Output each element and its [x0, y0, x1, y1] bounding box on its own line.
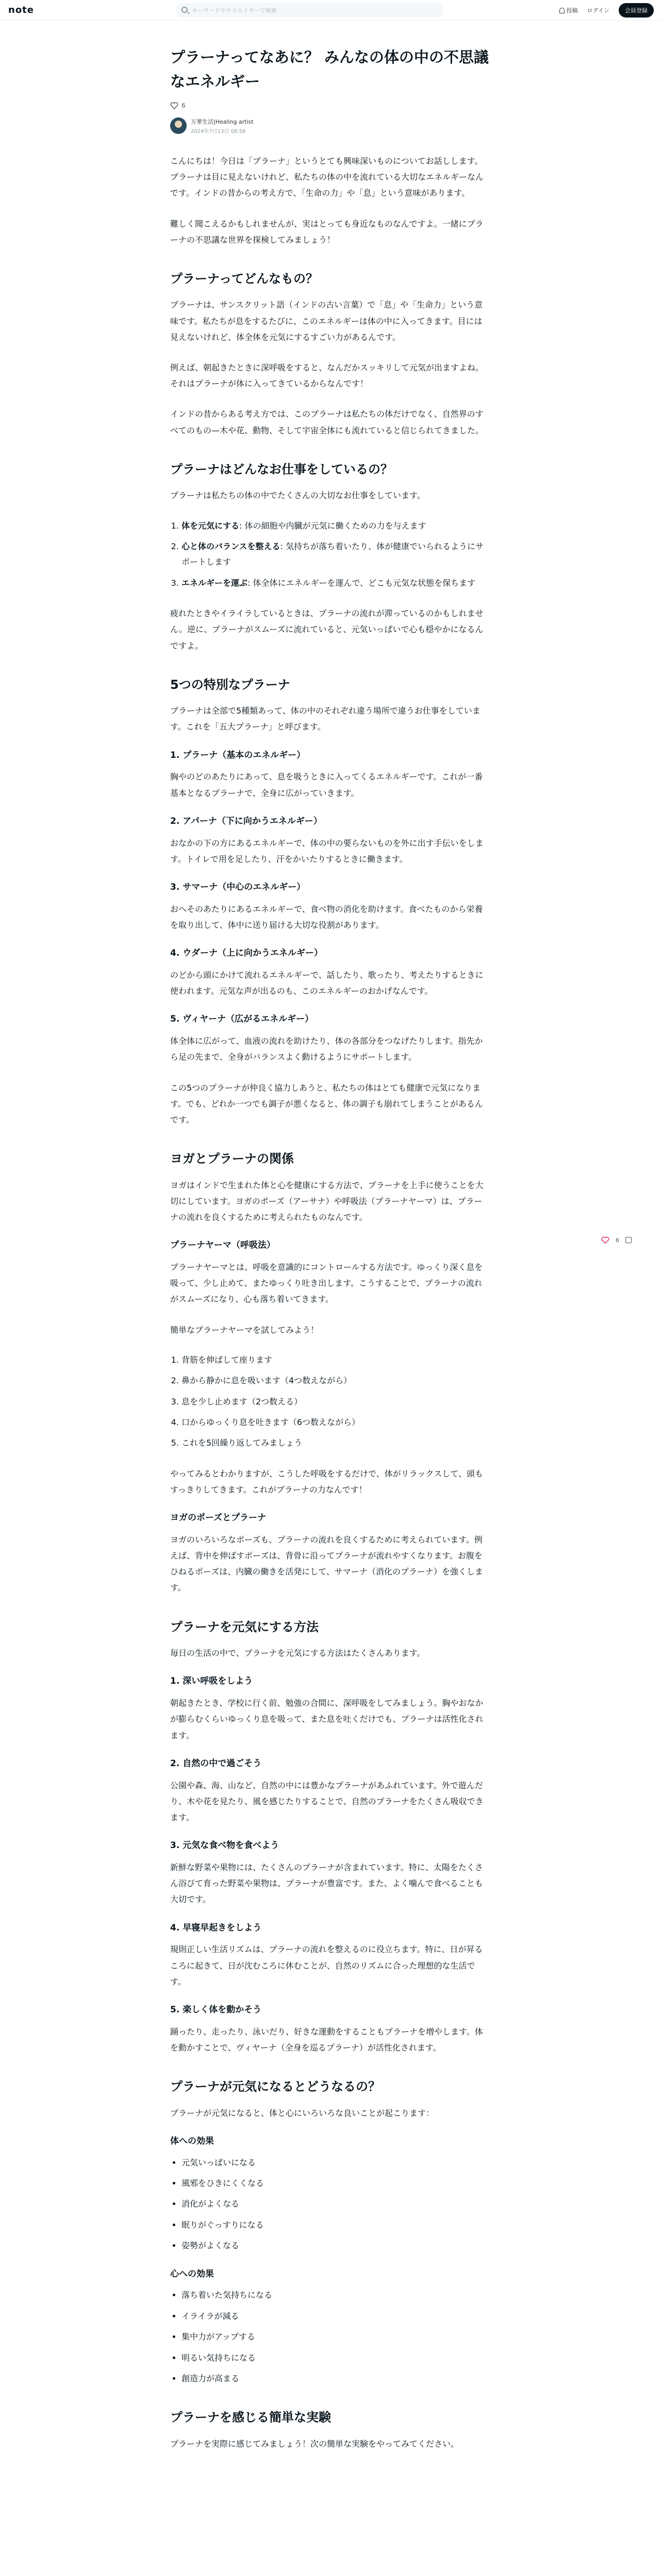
list-item: 1. 体を元気にする: 体の細胞や内臓が元気に働くための力を与えます	[181, 518, 490, 534]
sub-heading: 5. ヴィヤーナ（広がるエネルギー）	[170, 1014, 314, 1025]
section-heading: ヨガとプラーナの関係	[170, 1151, 294, 1166]
author-info	[170, 117, 490, 134]
sub-heading: 1. プラーナ（基本のエネルギー）	[170, 750, 306, 760]
paragraph: 例えば、朝起きたときに深呼吸をすると、なんだかスッキリして元気が出ますよね。それはプラーナが体に入ってきているからなんです！	[170, 363, 484, 389]
list-item: • 明るい気持ちになる	[181, 2350, 490, 2366]
article-body	[170, 45, 490, 2466]
top-navigation-bar	[0, 0, 662, 21]
section-heading: プラーナってどんなもの？	[170, 271, 319, 286]
author-avatar[interactable]	[170, 117, 187, 134]
sub-heading: 4. 早寝早起きをしよう	[170, 1922, 262, 1933]
publish-date: 2024年7月13日 08:58	[191, 128, 246, 134]
author-name[interactable]: 万華生活|Healing artist	[191, 118, 254, 125]
header-actions	[559, 3, 654, 18]
function-list	[181, 518, 490, 591]
list-item: 5. これを5回繰り返してみましょう	[181, 1435, 490, 1451]
sub-heading: 4. ウダーナ（上に向かうエネルギー）	[170, 948, 323, 959]
section-heading: 5つの特別なプラーナ	[170, 677, 290, 692]
section-heading: プラーナが元気になるとどうなるの？	[170, 2079, 380, 2094]
floating-actions	[601, 1236, 632, 1244]
list-item: 1. 背筋を伸ばして座ります	[181, 1352, 490, 1368]
article-title: プラーナってなあに？ みんなの体の中の不思議なエネルギー	[170, 48, 489, 90]
search-icon	[181, 7, 188, 13]
breathing-steps	[181, 1352, 490, 1451]
paragraph: プラーナを実際に感じてみましょう！次の簡単な実験をやってみてください。	[170, 2438, 459, 2449]
floating-heart-icon[interactable]	[601, 1236, 609, 1244]
paragraph: プラーナヤーマとは、呼吸を意識的にコントロールする方法です。ゆっくり深く息を吸って、少し止めて、またゆっくり吐き出します。こうすることで、プラーナの流れがスムーズになり、心も落ち着いてきます。	[170, 1262, 483, 1304]
login-link[interactable]: ログイン	[587, 7, 609, 14]
list-item: • 創造力が高まる	[181, 2371, 490, 2386]
search-input[interactable]	[192, 6, 434, 15]
pen-icon	[559, 8, 565, 13]
paragraph: プラーナは全部で5種類あって、体の中のそれぞれ違う場所で違うお仕事をしています。これを「五大プラーナ」と呼びます。	[170, 706, 481, 732]
list-item: 4. 口からゆっくり息を吐きます（6つ数えながら）	[181, 1415, 490, 1430]
paragraph: 体全体に広がって、血液の流れを助けたり、体の各部分をつなげたりします。指先から足の先まで、全身がバランスよく動けるようにサポートします。	[170, 1036, 483, 1062]
section-heading: プラーナはどんなお仕事をしているの？	[170, 462, 393, 477]
sub-heading: プラーナヤーマ（呼吸法）	[170, 1240, 275, 1251]
paragraph: おなかの下の方にあるエネルギーで、体の中の要らないものを外に出す手伝いをします。トイレで用を足したり、汗をかいたりするときに働きます。	[170, 838, 484, 864]
list-item: • 眠りがぐっすりになる	[181, 2217, 490, 2233]
mind-effects-list	[181, 2287, 490, 2386]
paragraph: 朝起きたとき、学校に行く前、勉強の合間に、深呼吸をしてみましょう。胸やおなかが膨らむくらいゆっくり息を吸って、また息を吐くだけでも、プラーナは活性化されます。	[170, 1698, 484, 1740]
like-row	[170, 102, 490, 109]
intro-paragraph-2: 難しく聞こえるかもしれませんが、実はとっても身近なものなんですよ。一緒にプラーナの不思議な世界を探検してみましょう！	[170, 218, 484, 245]
heart-icon[interactable]	[170, 102, 178, 109]
sub-heading: 心への効果	[170, 2268, 214, 2279]
paragraph: ヨガはインドで生まれた体と心を健康にする方法で、プラーナを上手に使うことを大切にしています。ヨガのポーズ（アーサナ）や呼吸法（プラーナヤーマ）は、プラーナの流れを良くするために考えられたものなんです。	[170, 1180, 484, 1223]
sub-heading: 3. 元気な食べ物を食べよう	[170, 1840, 279, 1851]
like-count: 6	[181, 101, 186, 109]
list-item: • 集中力がアップする	[181, 2329, 490, 2345]
paragraph: おへそのあたりにあるエネルギーで、食べ物の消化を助けます。食べたものから栄養を取り出して、体中に送り届ける大切な役割があります。	[170, 904, 483, 930]
signup-button[interactable]: 会員登録	[619, 3, 654, 18]
paragraph: ヨガのいろいろなポーズも、プラーナの流れを良くするために考えられています。例えば、背中を伸ばすポーズは、背骨に沿ってプラーナが流れやすくなります。お腹をひねるポーズは、内臓の働きを活発にして、サマーナ（消化のプラーナ）を強くします。	[170, 1534, 483, 1593]
paragraph: プラーナは、サンスクリット語（インドの古い言葉）で「息」や「生命力」という意味です。私たちが息をするたびに、このエネルギーは体の中に入ってきます。目には見えないけれど、体全体を元気にするすごい力があるんです。	[170, 300, 483, 342]
list-item: • 落ち着いた気持ちになる	[181, 2287, 490, 2303]
list-item: • イライラが減る	[181, 2309, 490, 2324]
floating-like-count: 6	[616, 1236, 619, 1244]
list-item: • 姿勢がよくなる	[181, 2238, 490, 2253]
sub-heading: 2. アパーナ（下に向かうエネルギー）	[170, 816, 322, 826]
paragraph: 毎日の生活の中で、プラーナを元気にする方法はたくさんあります。	[170, 1648, 425, 1658]
post-button[interactable]	[559, 6, 578, 14]
paragraph: この5つのプラーナが仲良く協力しあうと、私たちの体はとても健康で元気になります。でも、どれか一つでも調子が悪くなると、体の調子も崩れてしまうことがあるんです。	[170, 1082, 483, 1125]
list-item: • 風邪をひきにくくなる	[181, 2176, 490, 2191]
section-heading: プラーナを感じる簡単な実験	[170, 2410, 331, 2425]
list-item: • 消化がよくなる	[181, 2196, 490, 2212]
list-item: 3. エネルギーを運ぶ: 体全体にエネルギーを運んで、どこも元気な状態を保ちます	[181, 575, 490, 591]
share-icon[interactable]	[625, 1237, 632, 1243]
body-effects-list	[181, 2155, 490, 2254]
paragraph: 新鮮な野菜や果物には、たくさんのプラーナが含まれています。特に、太陽をたくさん浴びて育った野菜や果物は、プラーナが豊富です。また、よく噛んで食べることも大切です。	[170, 1862, 483, 1905]
note-logo[interactable]: note	[8, 5, 34, 15]
list-item: 2. 鼻から静かに息を吸います（4つ数えながら）	[181, 1373, 490, 1388]
sub-heading: 2. 自然の中で過ごそう	[170, 1758, 262, 1769]
search-box[interactable]	[175, 3, 443, 18]
section-heading: プラーナを元気にする方法	[170, 1619, 319, 1634]
paragraph: 胸やのどのあたりにあって、息を吸うときに入ってくるエネルギーです。これが一番基本となるプラーナで、全身に広がっていきます。	[170, 772, 483, 798]
paragraph: 疲れたときやイライラしているときは、プラーナの流れが滞っているのかもしれません。逆に、プラーナがスムーズに流れていると、元気いっぱいで心も穏やかになるんですよ。	[170, 608, 484, 651]
paragraph: 踊ったり、走ったり、泳いだり、好きな運動をすることもプラーナを増やします。体を動かすことで、ヴィヤーナ（全身を巡るプラーナ）が活性化されます。	[170, 2026, 483, 2053]
post-label: 投稿	[566, 7, 578, 14]
sub-heading: 1. 深い呼吸をしよう	[170, 1676, 253, 1687]
paragraph: プラーナが元気になると、体と心にいろいろな良いことが起こります：	[170, 2108, 435, 2118]
sub-heading: 体への効果	[170, 2136, 214, 2146]
sub-heading: ヨガのポーズとプラーナ	[170, 1513, 267, 1523]
paragraph: プラーナは私たちの体の中でたくさんの大切なお仕事をしています。	[170, 490, 425, 501]
intro-paragraph-1: こんにちは！今日は「プラーナ」というとても興味深いものについてお話しします。プラーナは目に見えないけれど、私たちの体の中を流れている大切なエネルギーなんです。インドの昔からの考え方で、「生命の力」や「息」という意味があります。	[170, 156, 484, 198]
paragraph: 規則正しい生活リズムは、プラーナの流れを整えるのに役立ちます。特に、日が昇るころに起きて、日が沈むころに休むことが、自然のリズムに合った理想的な生活です。	[170, 1944, 483, 1987]
paragraph: やってみるとわかりますが、こうした呼吸をするだけで、体がリラックスして、頭もすっきりしてきます。これがプラーナの力なんです！	[170, 1468, 483, 1495]
paragraph: のどから頭にかけて流れるエネルギーで、話したり、歌ったり、考えたりするときに使われます。元気な声が出るのも、このエネルギーのおかげなんです。	[170, 970, 484, 996]
list-item: 2. 心と体のバランスを整える: 気持ちが落ち着いたり、体が健康でいられるようにサポートします	[181, 539, 490, 570]
list-item: • 元気いっぱいになる	[181, 2155, 490, 2171]
paragraph: 公園や森、海、山など、自然の中には豊かなプラーナがあふれています。外で遊んだり、木や花を見たり、風を感じたりすることで、自然のプラーナをたくさん吸収できます。	[170, 1780, 484, 1822]
paragraph: インドの昔からある考え方では、このプラーナは私たちの体だけでなく、自然界のすべてのもの—木や花、動物、そして宇宙全体にも流れていると信じられてきました。	[170, 409, 484, 435]
paragraph: 簡単なプラーナヤーマを試してみよう！	[170, 1325, 319, 1335]
sub-heading: 3. サマーナ（中心のエネルギー）	[170, 882, 306, 892]
list-item: 3. 息を少し止めます（2つ数える）	[181, 1394, 490, 1410]
sub-heading: 5. 楽しく体を動かそう	[170, 2004, 262, 2015]
